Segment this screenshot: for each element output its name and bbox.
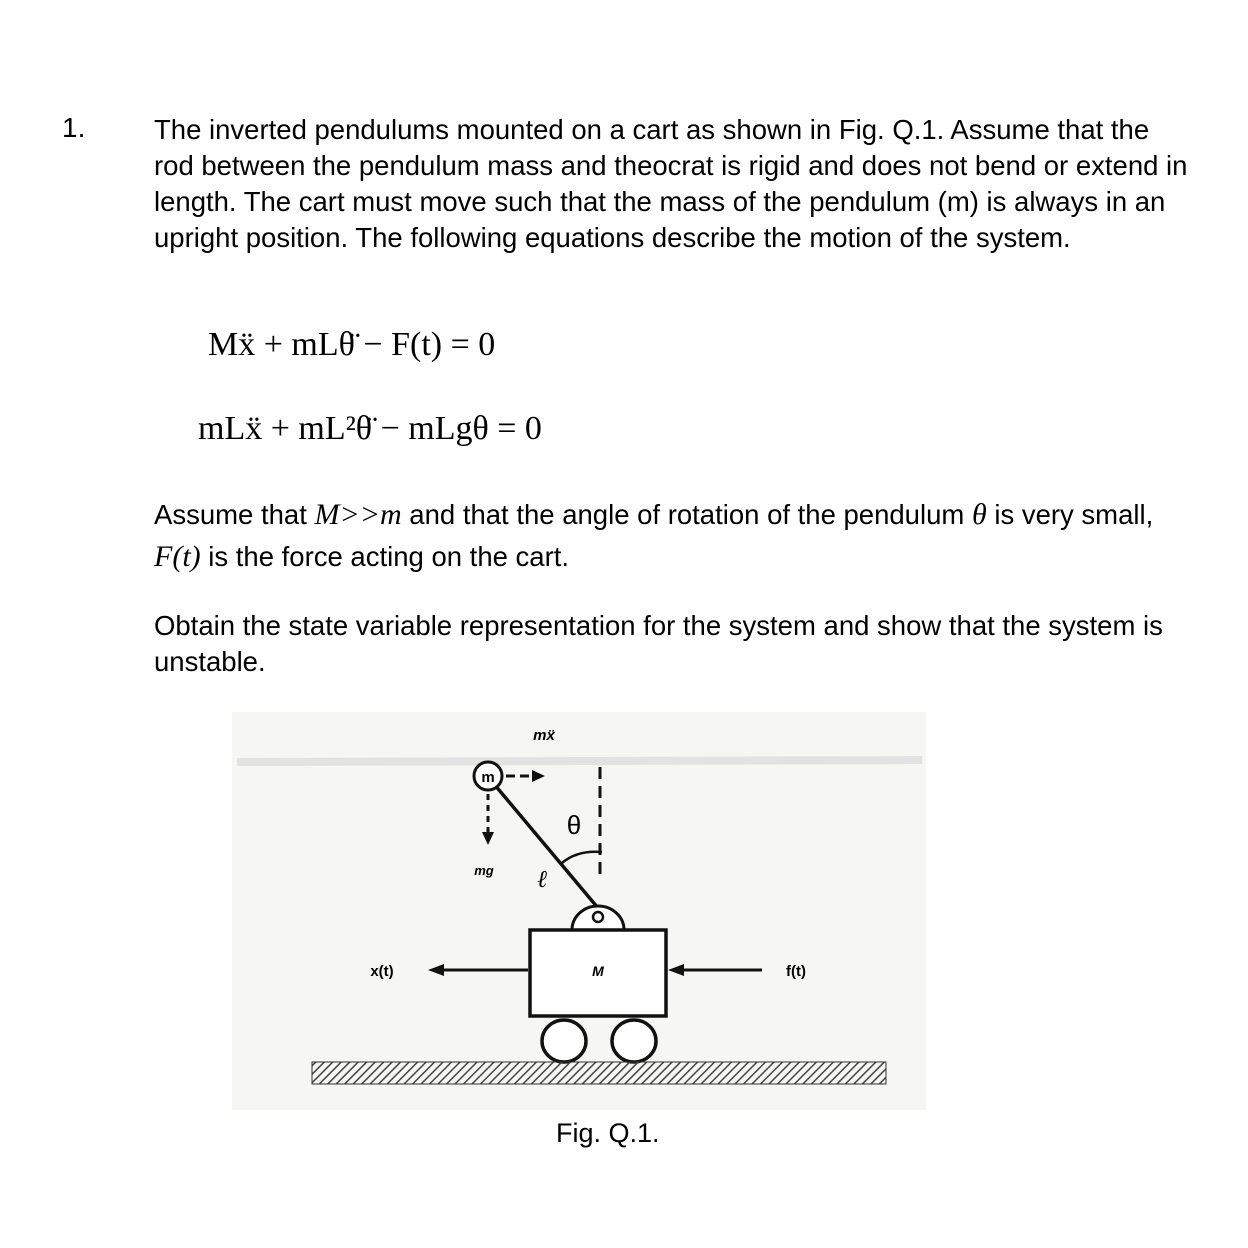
assumption-paragraph bbox=[154, 494, 1194, 578]
pendulum-cart-figure bbox=[232, 712, 926, 1110]
scan-artifact bbox=[237, 760, 922, 762]
equation-2: mLẍ + mL²θ̈ − mLgθ = 0 bbox=[198, 410, 542, 447]
assume-text-e: is very small, bbox=[986, 499, 1154, 530]
assume-text-g: is the force acting on the cart. bbox=[200, 541, 570, 572]
equation-1: Mẍ + mLθ̈ − F(t) = 0 bbox=[208, 326, 496, 363]
question-intro: The inverted pendulums mounted on a cart as shown in Fig. Q.1. Assume that the rod between the pendulum mass and theocrat is rigid and does not bend or extend in length. The cart must move such that the mass of the pendulum (m) is always in an upright position. The following equations describe the motion of the system. bbox=[154, 114, 1188, 253]
assume-mass-relation: M>>m bbox=[314, 498, 402, 531]
cart-wheel-right bbox=[612, 1020, 656, 1062]
pivot-pin bbox=[593, 912, 603, 922]
assume-theta: θ bbox=[971, 498, 987, 531]
displacement-label: x(t) bbox=[370, 963, 394, 980]
theta-label: θ bbox=[566, 810, 582, 840]
cart-wheel-left bbox=[542, 1020, 586, 1062]
mass-label: m bbox=[481, 769, 495, 786]
assume-text-c: and that the angle of rotation of the pendulum bbox=[401, 499, 972, 530]
task-paragraph: Obtain the state variable representation for the system and show that the system is unstable. bbox=[154, 610, 1163, 677]
assume-force: F(t) bbox=[154, 540, 201, 573]
assume-text-a: Assume that bbox=[154, 499, 315, 530]
ground-surface bbox=[312, 1062, 886, 1084]
figure-caption: Fig. Q.1. bbox=[556, 1118, 660, 1148]
figure-drawing bbox=[232, 712, 926, 1110]
weight-label: mg bbox=[474, 863, 494, 878]
force-label: f(t) bbox=[786, 963, 806, 980]
rod-length-label: ℓ bbox=[537, 867, 547, 893]
inertia-force-label: mẍ bbox=[533, 727, 555, 744]
question-number: 1. bbox=[62, 112, 86, 143]
cart-mass-label: M bbox=[592, 963, 604, 979]
